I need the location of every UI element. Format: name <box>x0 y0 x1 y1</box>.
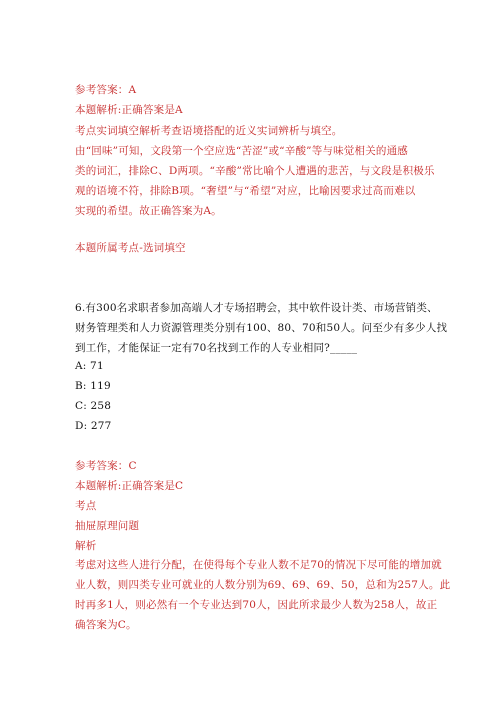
q6-analysis-line-3: 时再多1人，则必然有一个专业达到70人，因此所求最少人数为258人，故正 <box>75 599 438 611</box>
q5-category: 本题所属考点-选词填空 <box>75 242 186 254</box>
q6-option-c: C: 258 <box>75 400 112 412</box>
q6-analysis-line-2: 业人数，则四类专业可就业的人数分别为69、69、69、50，总和为257人。此 <box>75 579 451 591</box>
q6-answer: 参考答案：C <box>75 460 137 472</box>
q5-explain-head: 本题解析:正确答案是A <box>75 104 183 116</box>
q6-explain-head: 本题解析:正确答案是C <box>75 480 184 492</box>
q5-analysis-line-3: 观的语境不符，排除B项。“奢望”与“希望”对应，比喻因要求过高而难以 <box>75 185 416 197</box>
q5-answer: 参考答案：A <box>75 84 137 96</box>
q6-analysis-label: 解析 <box>75 540 97 552</box>
q5-analysis-line-2: 类的词汇，排除C、D两项。“辛酸”常比喻个人遭遇的悲苦，与文段是积极乐 <box>75 165 435 177</box>
q6-analysis-line-4: 确答案为C。 <box>75 619 137 631</box>
q6-analysis-line-1: 考虑对这些人进行分配，在使得每个专业人数不足70的情况下尽可能的增加就 <box>75 559 442 571</box>
q6-question-line-3: 到工作，才能保证一定有70名找到工作的人专业相同?_____ <box>75 342 358 354</box>
q6-question-line-1: 6.有300名求职者参加高端人才专场招聘会，其中软件设计类、市场营销类、 <box>75 302 438 314</box>
q5-point: 考点实词填空解析考查语境搭配的近义实词辨析与填空。 <box>75 125 343 137</box>
q6-question-line-2: 财务管理类和人力资源管理类分别有100、80、70和50人。问至少有多少人找 <box>75 322 448 334</box>
q6-point-label: 考点 <box>75 500 97 512</box>
q5-analysis-line-1: 由“回味”可知，文段第一个空应选“苦涩”或“辛酸”等与味觉相关的通感 <box>75 145 409 157</box>
q6-option-d: D: 277 <box>75 420 112 432</box>
q6-point: 抽屉原理问题 <box>75 520 140 532</box>
q5-analysis-line-4: 实现的希望。故正确答案为A。 <box>75 205 222 217</box>
q6-option-b: B: 119 <box>75 380 111 392</box>
q6-option-a: A: 71 <box>75 360 104 372</box>
